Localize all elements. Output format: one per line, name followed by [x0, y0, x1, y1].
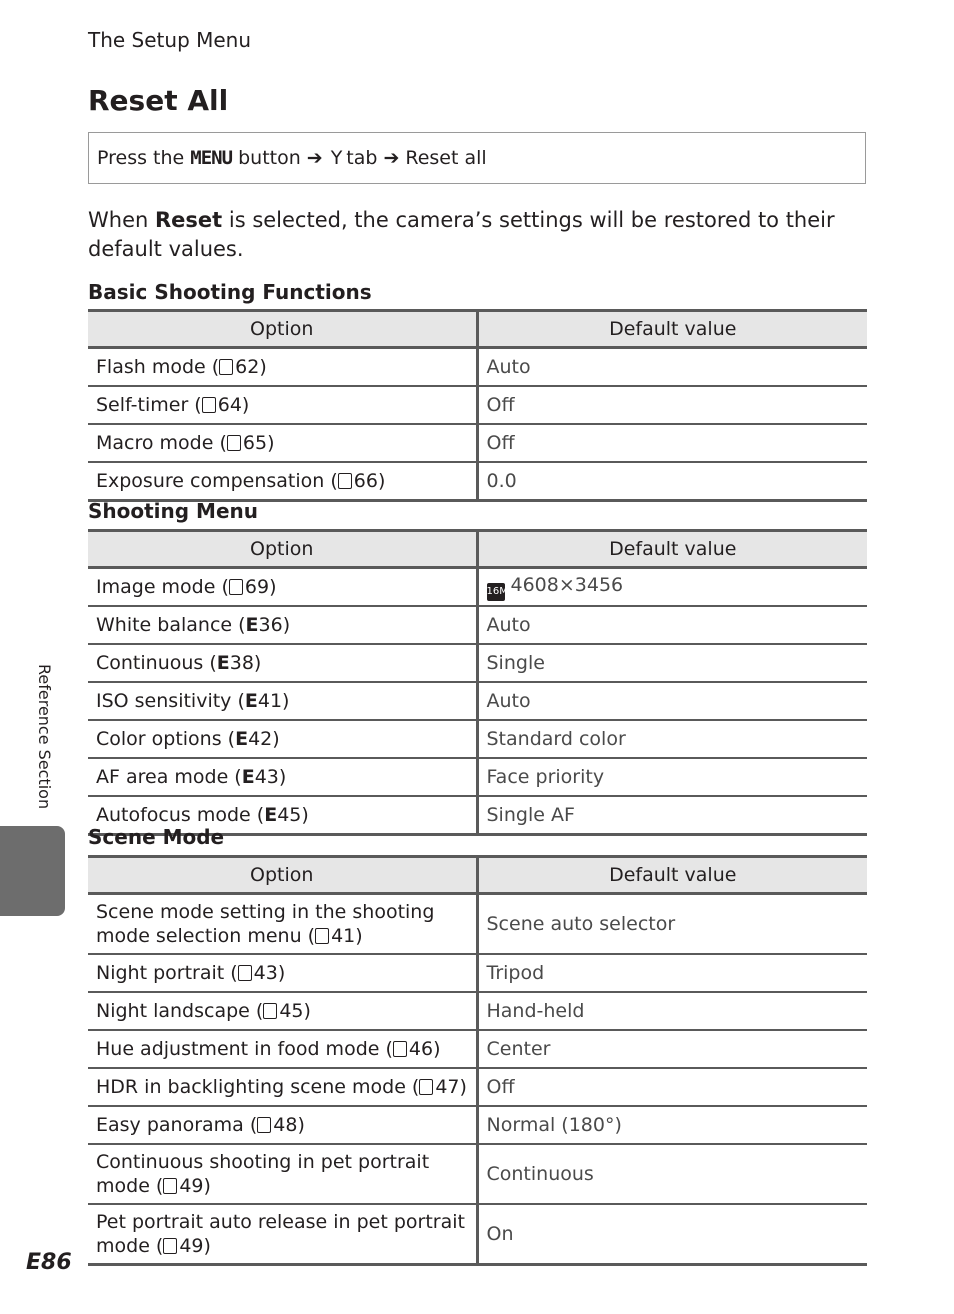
table-row	[88, 424, 867, 462]
reference-section-icon: E	[264, 804, 278, 826]
column-header-default: Default value	[477, 857, 867, 894]
option-ref-page: 38)	[229, 652, 262, 674]
option-ref-page: 46)	[408, 1038, 441, 1060]
option-cell	[88, 894, 477, 955]
default-value: Hand-held	[486, 1000, 585, 1022]
arrow-icon: ➔	[383, 147, 400, 169]
page-number	[26, 1250, 72, 1275]
option-ref-page: 43)	[254, 766, 287, 788]
side-section-label: Reference Section	[35, 664, 54, 810]
default-value: Off	[486, 432, 515, 454]
menu-button-icon: MENU	[190, 147, 233, 169]
column-header-option: Option	[88, 311, 477, 348]
default-value-cell	[477, 348, 867, 387]
option-cell	[88, 606, 477, 644]
option-ref-page: 64)	[217, 394, 250, 416]
default-value-cell	[477, 796, 867, 835]
default-value-cell	[477, 954, 867, 992]
page-number-value: 86	[41, 1250, 72, 1275]
option-ref-page: 47)	[435, 1076, 467, 1098]
option-label: White balance (	[96, 614, 246, 636]
option-ref-page: 49)	[179, 1175, 211, 1197]
reference-section-icon: E	[241, 766, 255, 788]
default-value-cell	[477, 1068, 867, 1106]
table-row	[88, 894, 867, 955]
option-ref-page: 48)	[273, 1114, 305, 1136]
option-cell	[88, 682, 477, 720]
default-value: On	[486, 1223, 514, 1245]
option-cell	[88, 568, 477, 607]
default-value: Auto	[486, 614, 531, 636]
default-value: Standard color	[486, 728, 626, 750]
side-thumb-tab	[0, 826, 65, 916]
option-label: Night portrait (	[96, 962, 238, 984]
reference-section-icon: E	[235, 728, 249, 750]
option-cell	[88, 954, 477, 992]
manual-ref-icon	[163, 1238, 177, 1254]
path-prefix: Press the	[97, 147, 185, 169]
default-value-cell	[477, 720, 867, 758]
manual-ref-icon	[315, 928, 329, 944]
option-cell	[88, 348, 477, 387]
option-cell	[88, 424, 477, 462]
table-row	[88, 606, 867, 644]
default-value-cell	[477, 1030, 867, 1068]
default-value: 4608×3456	[510, 574, 624, 596]
table-row	[88, 644, 867, 682]
manual-ref-icon	[338, 473, 352, 489]
option-label: Flash mode (	[96, 356, 220, 378]
table-basic	[88, 309, 867, 502]
section-title-shooting: Shooting Menu	[88, 499, 258, 523]
option-ref-page: 66)	[353, 470, 386, 492]
option-label: Exposure compensation (	[96, 470, 338, 492]
default-value: Continuous	[486, 1163, 594, 1185]
table-row	[88, 720, 867, 758]
table-row	[88, 1144, 867, 1204]
default-value-cell	[477, 682, 867, 720]
option-cell	[88, 1106, 477, 1144]
manual-ref-icon	[393, 1041, 407, 1057]
intro-bold: Reset	[154, 208, 223, 232]
table-row	[88, 568, 867, 607]
reference-section-icon: E	[26, 1250, 42, 1275]
option-label: Continuous (	[96, 652, 217, 674]
option-ref-page: 42)	[248, 728, 280, 750]
default-value: Tripod	[486, 962, 545, 984]
option-cell	[88, 992, 477, 1030]
path-button-word: button	[238, 147, 301, 169]
option-label: HDR in backlighting scene mode (	[96, 1076, 420, 1098]
option-cell	[88, 1030, 477, 1068]
table-row	[88, 1030, 867, 1068]
menu-path-box	[88, 132, 866, 184]
manual-ref-icon	[163, 1178, 177, 1194]
default-value: Off	[486, 1076, 515, 1098]
option-label: Image mode (	[96, 576, 229, 598]
option-label: Continuous shooting in pet portrait mode (	[96, 1151, 430, 1197]
default-value: Auto	[486, 356, 531, 378]
default-value-cell	[477, 1204, 867, 1265]
intro-after: is selected, the camera’s settings will be restored to their default values.	[88, 208, 835, 261]
table-row	[88, 682, 867, 720]
column-header-option: Option	[88, 857, 477, 894]
table-row	[88, 1106, 867, 1144]
default-value-cell	[477, 644, 867, 682]
option-cell	[88, 758, 477, 796]
default-value: Off	[486, 394, 515, 416]
page-title: Reset All	[88, 84, 229, 117]
table-row	[88, 462, 867, 501]
option-label: Autofocus mode (	[96, 804, 265, 826]
reference-section-icon: E	[216, 652, 230, 674]
default-value-cell	[477, 992, 867, 1030]
option-cell	[88, 462, 477, 501]
option-ref-page: 36)	[258, 614, 291, 636]
table-shooting	[88, 529, 867, 836]
default-value: Single	[486, 652, 545, 674]
intro-before: When	[88, 208, 155, 232]
default-value: Single AF	[486, 804, 575, 826]
default-value-cell	[477, 386, 867, 424]
option-cell	[88, 644, 477, 682]
column-header-option: Option	[88, 531, 477, 568]
option-ref-page: 45)	[277, 804, 309, 826]
option-ref-page: 65)	[242, 432, 275, 454]
column-header-default: Default value	[477, 531, 867, 568]
option-ref-page: 69)	[244, 576, 277, 598]
default-value: 0.0	[486, 470, 517, 492]
option-label: Hue adjustment in food mode (	[96, 1038, 393, 1060]
option-label: AF area mode (	[96, 766, 242, 788]
reference-section-icon: E	[244, 690, 258, 712]
option-ref-page: 41)	[257, 690, 290, 712]
manual-ref-icon	[227, 435, 241, 451]
path-item: Reset all	[405, 147, 487, 169]
option-ref-page: 45)	[279, 1000, 311, 1022]
default-value-cell	[477, 568, 867, 607]
intro-paragraph	[88, 206, 858, 264]
default-value-cell	[477, 1144, 867, 1204]
default-value-cell	[477, 894, 867, 955]
table-row	[88, 954, 867, 992]
default-value: Face priority	[486, 766, 605, 788]
image-size-16m-icon: 16M	[487, 583, 505, 601]
column-header-default: Default value	[477, 311, 867, 348]
option-ref-page: 41)	[331, 925, 363, 947]
wrench-icon: Y	[330, 147, 343, 169]
default-value-cell	[477, 424, 867, 462]
option-cell	[88, 386, 477, 424]
manual-ref-icon	[419, 1079, 433, 1095]
reference-section-icon: E	[245, 614, 259, 636]
option-label: Scene mode setting in the shooting mode selection menu (	[96, 901, 435, 947]
section-title-scene: Scene Mode	[88, 825, 225, 849]
option-ref-page: 49)	[179, 1235, 211, 1257]
default-value: Auto	[486, 690, 531, 712]
table-scene	[88, 855, 867, 1266]
option-label: Macro mode (	[96, 432, 227, 454]
option-label: ISO sensitivity (	[96, 690, 245, 712]
default-value: Normal (180°)	[486, 1114, 622, 1136]
manual-ref-icon	[219, 359, 233, 375]
default-value-cell	[477, 462, 867, 501]
manual-ref-icon	[229, 579, 243, 595]
option-cell	[88, 720, 477, 758]
arrow-icon: ➔	[306, 147, 323, 169]
option-label: Pet portrait auto release in pet portrait mode (	[96, 1211, 465, 1257]
option-label: Easy panorama (	[96, 1114, 258, 1136]
manual-ref-icon	[263, 1003, 277, 1019]
option-label: Night landscape (	[96, 1000, 264, 1022]
table-row	[88, 758, 867, 796]
section-title-basic: Basic Shooting Functions	[88, 280, 372, 304]
table-row	[88, 386, 867, 424]
manual-ref-icon	[202, 397, 216, 413]
option-cell	[88, 1068, 477, 1106]
table-row	[88, 348, 867, 387]
running-header: The Setup Menu	[88, 28, 252, 52]
table-row	[88, 992, 867, 1030]
default-value-cell	[477, 1106, 867, 1144]
option-ref-page: 43)	[253, 962, 286, 984]
option-cell	[88, 1144, 477, 1204]
default-value-cell	[477, 758, 867, 796]
option-label: Color options (	[96, 728, 236, 750]
manual-ref-icon	[238, 965, 252, 981]
manual-ref-icon	[257, 1117, 271, 1133]
option-cell	[88, 1204, 477, 1265]
default-value-cell	[477, 606, 867, 644]
default-value: Center	[486, 1038, 551, 1060]
option-ref-page: 62)	[235, 356, 267, 378]
option-label: Self-timer (	[96, 394, 202, 416]
table-row	[88, 1204, 867, 1265]
default-value: Scene auto selector	[486, 913, 676, 935]
path-tab-word: tab	[346, 147, 378, 169]
table-row	[88, 1068, 867, 1106]
